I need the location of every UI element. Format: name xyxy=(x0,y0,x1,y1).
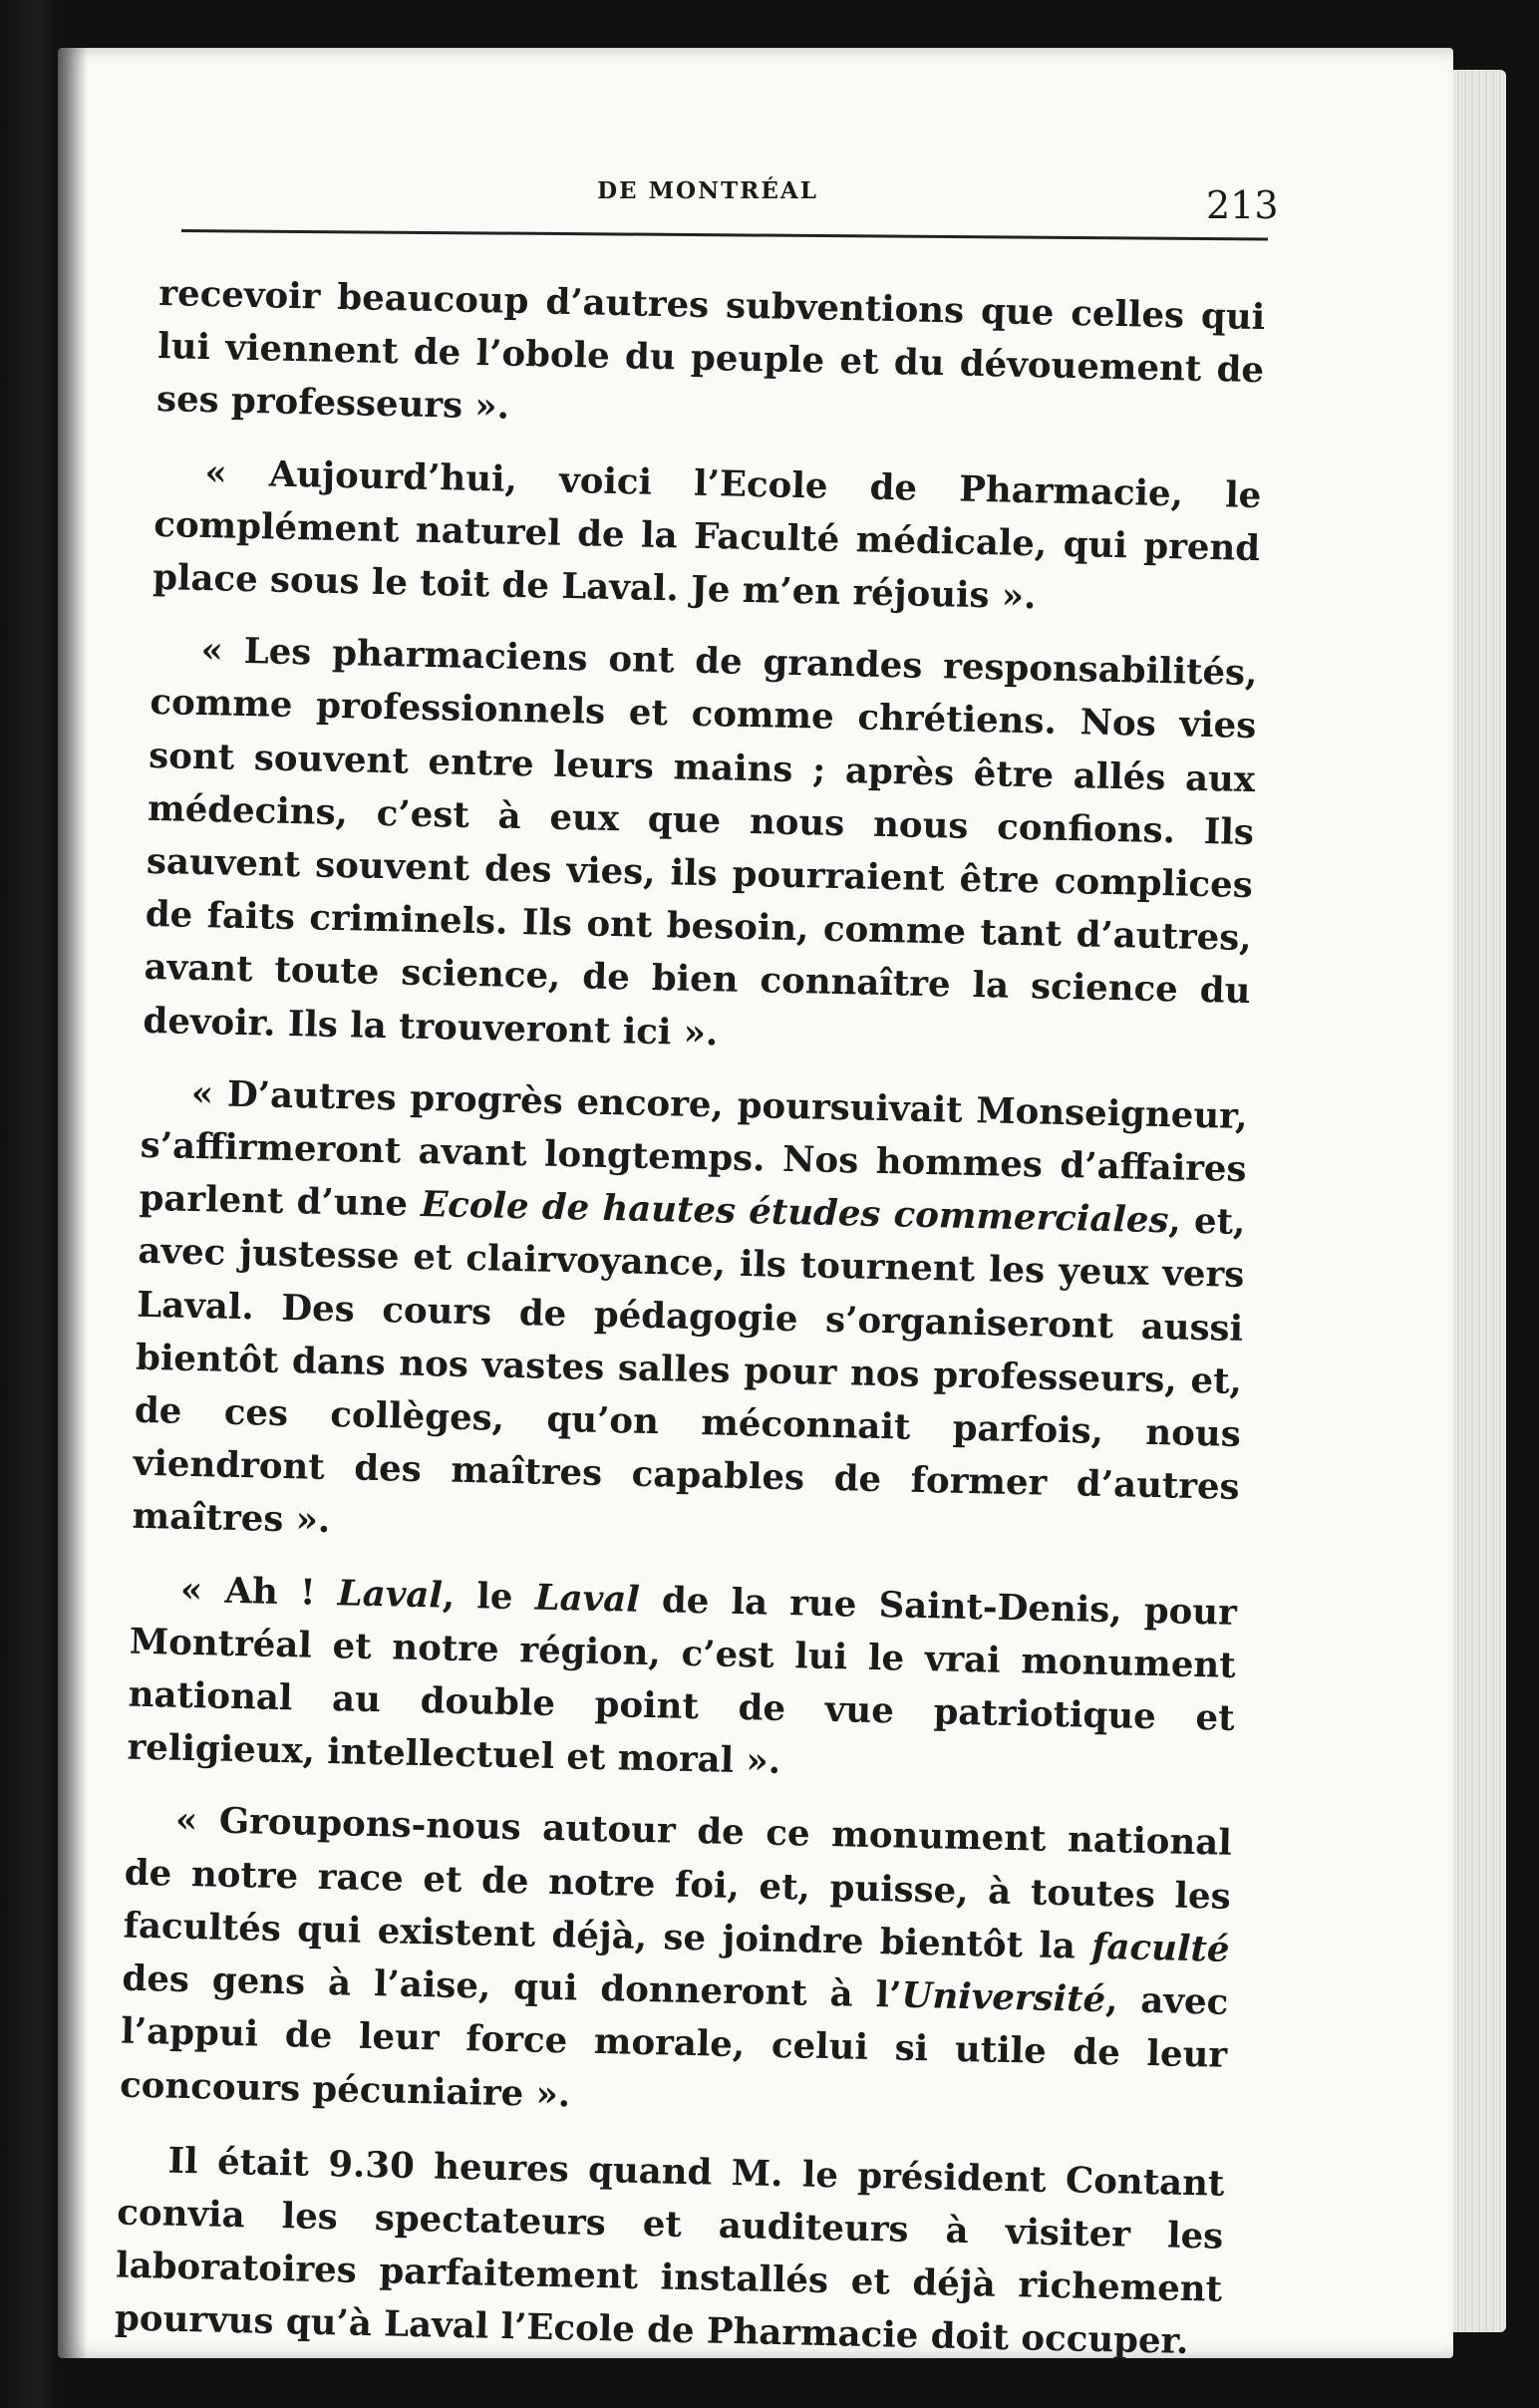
paragraph-2 xyxy=(153,446,1262,629)
italic-word: Laval xyxy=(337,1572,444,1617)
paragraph-7 xyxy=(115,2133,1225,2369)
italic-title: Ecole de hautes études commerciales xyxy=(420,1184,1169,1242)
text-run: recevoir beaucoup d’autres subventions que celles qui lui viennent de l’obole du peuple et du dévouement de ses professeurs ». xyxy=(155,272,1266,429)
text-run: « Groupons-nous autour de ce monument national de notre race et de notre foi, et, puisse, à toutes les facultés qui existent déjà, se joindre bientôt la xyxy=(123,1800,1233,1967)
text-run: « Aujourd’hui, voici l’Ecole de Pharmacie, le complément naturel de la Faculté médicale, qui prend place sous le toit de Laval. Je m’en réjouis ». xyxy=(152,452,1262,618)
text-run: « Les pharmaciens ont de grandes responsabilités, comme professionnels et comme chrétiens. Nos vies sont souvent entre leurs mains ; après être allés aux médecins, c’est à eux que nous nous confions. Ils sauvent souvent des vies, ils pourraient être complices de faits criminels. Ils ont besoin, comme tant d’autres, avant toute science, de bien connaître la science du devoir. Ils la trouveront ici ». xyxy=(143,630,1258,1054)
paragraph-6 xyxy=(120,1793,1233,2135)
paragraph-1 xyxy=(156,267,1266,451)
paragraph-4 xyxy=(132,1066,1248,1568)
paragraph-3 xyxy=(143,623,1258,1071)
italic-word: Laval xyxy=(534,1577,641,1621)
italic-word: faculté xyxy=(1090,1926,1230,1970)
paragraph-5 xyxy=(127,1562,1237,1798)
text-run: « Ah ! xyxy=(179,1569,339,1614)
italic-word: Université xyxy=(901,1974,1106,2021)
text-run: des gens à l’aise, qui donneront à l’ xyxy=(122,1957,902,2016)
text-run: « D’autres progrès encore, poursuivait Monseigneur, s’affirmeront avant longtemps. Nos hommes d’affaires parlent d’une xyxy=(139,1072,1249,1226)
binding-shadow xyxy=(58,48,88,2358)
body-text xyxy=(114,267,1266,2388)
page-number: 213 xyxy=(1206,183,1279,227)
text-run: , et, avec justesse et clairvoyance, ils tournent les yeux vers Laval. Des cours de pédagogie s’organiseront aussi bientôt dans nos vastes salles pour nos professeurs, et, de ces collèges, qu’on méconnait parfois, nous viendront des maîtres capables de former d’autres maîtres ». xyxy=(132,1200,1246,1542)
text-run: Il était 9.30 heures quand M. le président Contant convia les spectateurs et auditeurs à visiter les laboratoires parfaitement installés et déjà richement pourvus qu’à Laval l’Ecole de Pharmacie doit occuper. xyxy=(114,2140,1225,2363)
text-run: , avec l’appui de leur force morale, celui si utile de leur concours pécuniaire ». xyxy=(119,1979,1229,2115)
text-run: , le xyxy=(442,1575,536,1619)
text-run: de la rue Saint-Denis, pour Montréal et notre région, c’est lui le vrai monument national au double point de vue patriotique et religieux, intellectuel et moral ». xyxy=(127,1579,1238,1783)
running-head: DE MONTRÉAL xyxy=(597,177,818,204)
